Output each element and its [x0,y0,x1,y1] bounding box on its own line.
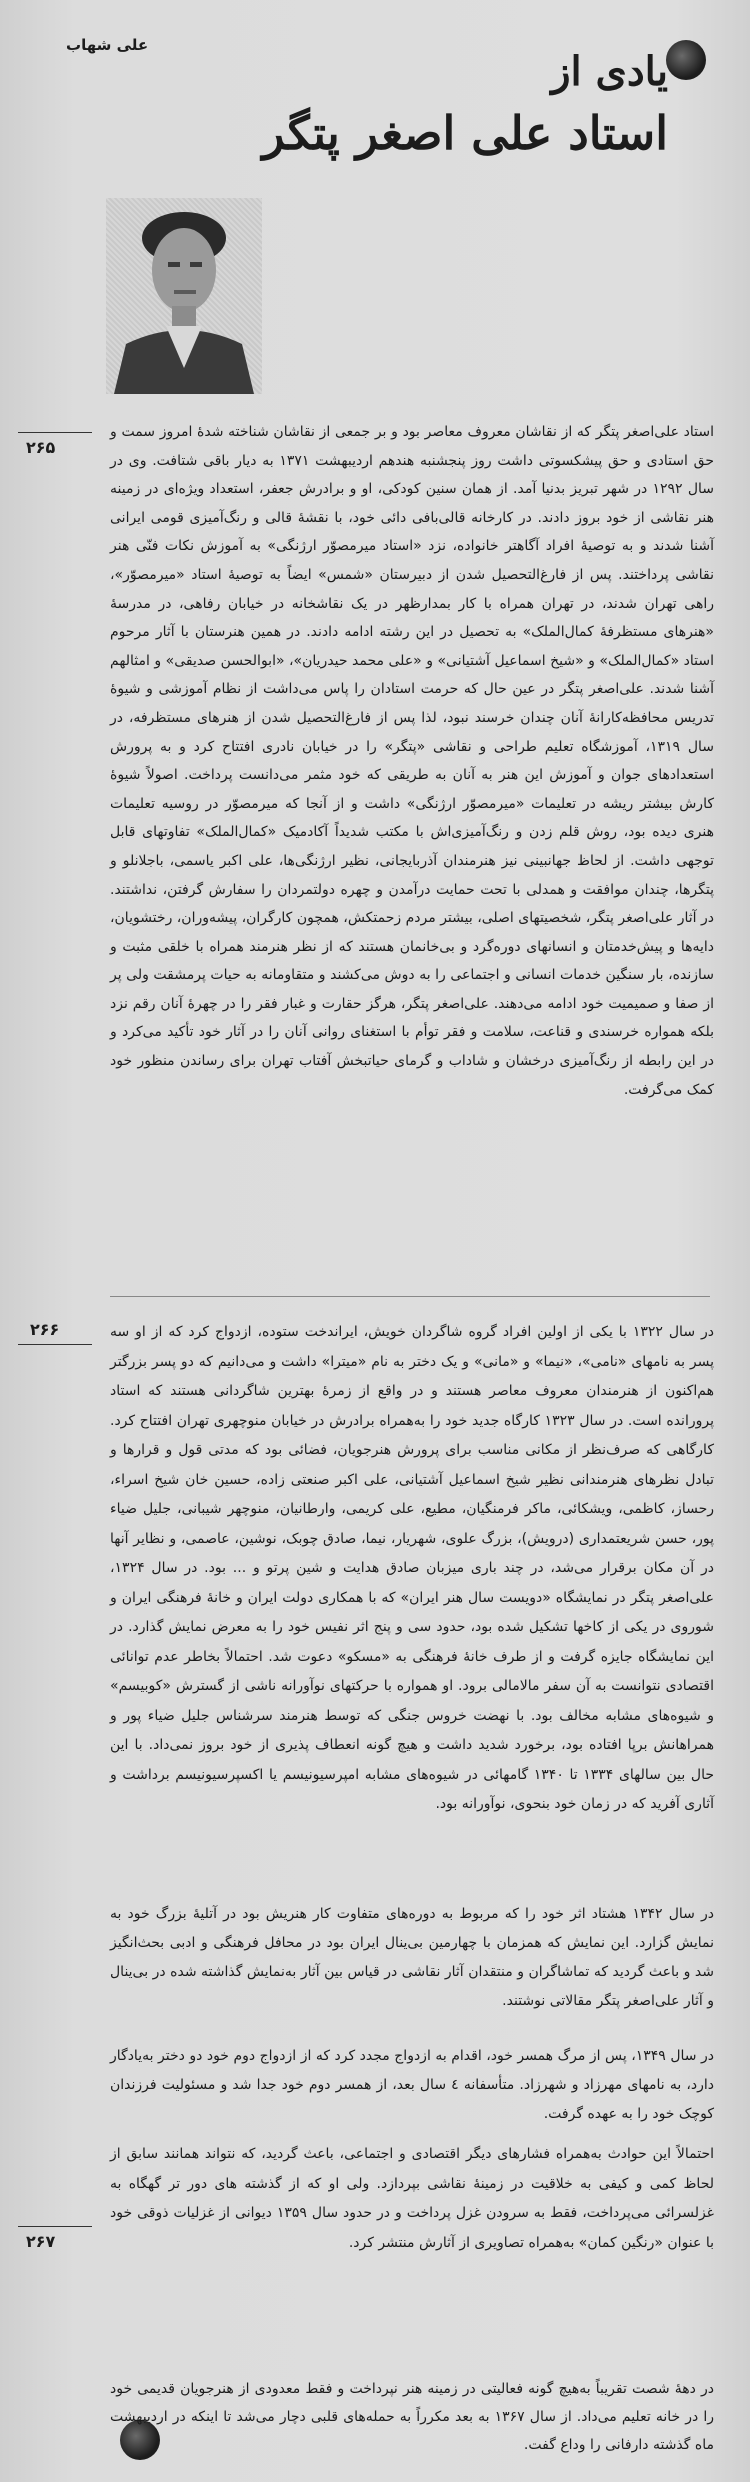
paragraph-text: احتمالاً این حوادث به‌همراه فشارهای دیگر اقتصادی و اجتماعی، باعث گردید، که نتواند همانند سابق از لحاظ کمی و کیفی به خلاقیت در زمینهٔ نقاشی بپردازد. ولی او که از گذشته های دور تر گهگاه به غزلسرائی می‌پرداخت، فقط به سرودن غزل پرداخت و در حدود سال ۱۳۵۹ دیوانی از غزلیات ذوقی خود با عنوان «رنگین کمان» به‌همراه تصاویری از آثارش منتشر کرد. [110,2146,715,2251]
portrait-drawing [106,198,262,394]
paragraph-text: در سال ۱۳۲۲ با یکی از اولین افراد گروه شاگردان خویش، ایراندخت ستوده، ازدواج کرد که از او سه پسر به نامهای «نامی»، «نیما» و «مانی» و یک دختر به نام «میترا» داشت و می‌دانیم که دو پسر بزرگتر هم‌اکنون از هنرمندان معروف معاصر هستند و در واقع از زمرهٔ بهترین شاگردانی هستند که استاد پرورانده است. در سال ۱۳۲۳ کارگاه جدید خود را به‌همراه برادرش در خیابان منوچهری تهران افتتاح کرد. کارگاهی که صرف‌نظر از مکانی مناسب برای پرورش هنرجویان، فضائی بود که مدتی قول و قرارها و تبادل نظرهای هنرمندانی نظیر شیخ اسماعیل آشتیانی، علی اکبر صنعتی زاده، حسین خان شیخ اسراء، رحساز، کاظمی، ویشکائی، ماکر فرمنگیان، مطیع، علی کریمی، وارطانیان، منوچهر شیبانی، جلیل ضیاء پور، حسن شریعتمداری (درویش)، بزرگ علوی، شهریار، نیما، صادق چوبک، نوشین، عاصمی، و نظایر آنها در آن مکان برقرار می‌شد، در چند باری میزبان صادق هدایت و شین پرتو و ... بود. در سال ۱۳۲۴، علی‌اصغر پتگر در نمایشگاه «دویست سال هنر ایران» که با همکاری دولت ایران و خانهٔ فرهنگی ایران و شوروی در یکی از کاخها تشکیل شده بود، حدود سی و پنج اثر نفیس خود را به معرض نمایش گذارد. در این نمایشگاه جایزه گرفت و از طرف خانهٔ فرهنگی به «مسکو» دعوت شد. احتمالاً بخاطر عدم توانائی اقتصادی نتوانست به آن سفر مالامالی برود. او همواره با حرکتهای نوآورانه ناشی از گسترش «کوبیسم» و شیوه‌های مشابه مخالف بود. با نهضت خروس جنگی که توسط هنرمند سرشناس جلیل ضیاء پور و همراهانش برپا افتاده بود، برخورد شدید داشت و هیچ گونه انعطاف پذیری از خود بروز نمی‌داد. با این حال بین سالهای ۱۳۳۴ تا ۱۳۴۰ گامهائی در شیوه‌های مشابه امپرسیونیسم یا اکسپرسیونیسم برداشت و آثاری آفرید که در زمان خود بنحوی، نوآورانه بود. [110,1324,714,1812]
paragraph-text: در سال ۱۳۴۲ هشتاد اثر خود را که مربوط به دوره‌های متفاوت کار هنریش بود در آتلیهٔ بزرگ خود به نمایش گزارد. این نمایش که همزمان با چهارمین بی‌ینال ایران بود در محافل فرهنگی و ادبی بحث‌انگیز شد و باعث گردید که تماشاگران و منتقدان آثار نقاشی در قیاس بین آثار به‌نمایش گذاشته شده در بی‌ینال و آثار علی‌اصغر پتگر مقالاتی نوشتند. [110,1906,714,2009]
binder-hole-top [666,40,706,80]
portrait-photo [106,198,262,394]
author-name: علی شهاب [66,36,149,54]
paragraph [110,1900,714,2016]
paragraph [110,1318,714,1820]
paragraph [110,2375,714,2459]
margin-rule [18,432,92,433]
title-line-1: یادی از [551,48,668,95]
page-number-2: ۲۶۶ [30,1320,60,1339]
title-line-2: استاد علی اصغر پتگر [262,106,668,160]
paragraph [110,418,714,1104]
margin-rule [18,2226,92,2227]
margin-rule [18,1344,92,1345]
page-number-1: ۲۶۵ [26,438,56,457]
paragraph [110,2042,714,2129]
paragraph-text: در سال ۱۳۴۹، پس از مرگ همسر خود، اقدام به ازدواج مجدد کرد که از ازدواج دوم خود دو دختر به‌یادگار دارد، به نامهای مهرزاد و شهرزاد. متأسفانه ٤ سال بعد، از همسر دوم خود جدا شد و مسئولیت فرزندان کوچک خود را به عهده گرفت. [110,2048,714,2122]
page-number-3: ۲۶۷ [26,2232,56,2251]
paragraph-text: در دههٔ شصت تقریباً به‌هیچ گونه فعالیتی در زمینه هنر نپرداخت و فقط معدودی از هنرجویان قدیمی خود را در خانه تعلیم می‌داد. از سال ۱۳۶۷ به بعد مکرراً به حمله‌های قلبی دچار می‌شد تا اینکه در اردیبهشت ماه گذشته دارفانی را وداع گفت. [110,2381,714,2453]
page-break-line [110,1296,710,1297]
paragraph [110,2140,714,2258]
paragraph-text: استاد علی‌اصغر پتگر که از نقاشان معروف معاصر بود و بر جمعی از نقاشان شناخته شدهٔ امروز سمت و حق استادی و حق پیشکسوتی داشت روز پنجشنبه هندهم اردیبهشت ۱۳۷۱ به دیار باقی شتافت. وی در سال ۱۲۹۲ در شهر تبریز بدنیا آمد. از همان سنین کودکی، او و برادرش جعفر، استعداد ویژه‌ای در زمینه هنر نقاشی از خود بروز دادند. در کارخانه قالی‌بافی دائی خود، با نقشهٔ قالی و رنگ‌آمیزی قومی ایرانی آشنا شدند و به توصیهٔ افراد آگاهتر خانواده، نزد «استاد میرمصوّر ارژنگی» به آموزش نکات فنّی هنر نقاشی پرداختند. پس از فارغ‌التحصیل شدن از دبیرستان «شمس» ایضاً به توصیهٔ استاد «میرمصوّر»، راهی تهران شدند، در تهران همراه با کار بمدارظهر در یک نقاشخانه در خیابان رفاهی، در مدرسهٔ «هنرهای مستظرفهٔ کمال‌الملک» به تحصیل در این رشته ادامه دادند. در همین هنرستان با آثار مرحوم استاد «کمال‌الملک» و «شیخ اسماعیل آشتیانی» و «علی محمد حیدریان»، «ابوالحسن صدیقی» و امثالهم آشنا شدند. علی‌اصغر پتگر در عین حال که حرمت استادان را پاس می‌داشت از نظام آموزشی و شیوهٔ تدریس محافظه‌کارانهٔ آنان چندان خرسند نبود، لذا پس از فارغ‌التحصیل شدن از هنرهای مستظرفه، در سال ۱۳۱۹، آموزشگاه تعلیم طراحی و نقاشی «پتگر» را در خیابان نادری افتتاح کرد و به پرورش استعدادهای جوان و آموزش این هنر به آنان به طریقی که خود مثمر می‌دانست پرداخت. اصولاً شیوهٔ کارش بیشتر ریشه در تعلیمات «میرمصوّر ارژنگی» داشت و از آنجا که میرمصوّر در روسیه تعلیمات هنری دیده بود، روش قلم زدن و رنگ‌آمیزی‌اش با مکتب شدیداً آکادمیک «کمال‌الملک» تفاوتهای قابل توجهی داشت. از لحاظ جهانبینی نیز هنرمندان آذربایجانی، نظیر ارژنگی‌ها، علی اکبر یاسمی، باجلانلو و پتگرها، چندان موافقت و همدلی با تحت حمایت درآمدن و چهره دولتمردان را سفارش گرفتن، نداشتند. در آثار علی‌اصغر پتگر، شخصیتهای اصلی، بیشتر مردم زحمتکش، همچون کارگران، پیشه‌وران، رختشویان، دایه‌ها و پیش‌خدمتان و انسانهای دوره‌گرد و بی‌خانمان هستند که از نظر هنرمند همراه با خلقی مثبت و سازنده، بار سنگین خدمات انسانی و اجتماعی را به دوش می‌کشند و متقاومانه به حیات پرمشقت ولی پر از صفا و صمیمیت خود ادامه می‌دهند. علی‌اصغر پتگر، هرگز حقارت و غبار فقر را در چهرهٔ آنان رقم نزد بلکه همواره خرسندی و قناعت، سلامت و فقر توأم با استغنای روانی آنان را در آثار خود تأکید می‌کرد و در این رابطه از رنگ‌آمیزی درخشان و شاداب و گرمای حیاتبخش آفتاب تهران برای رساندن منظور خود کمک می‌گرفت. [110,424,714,1098]
